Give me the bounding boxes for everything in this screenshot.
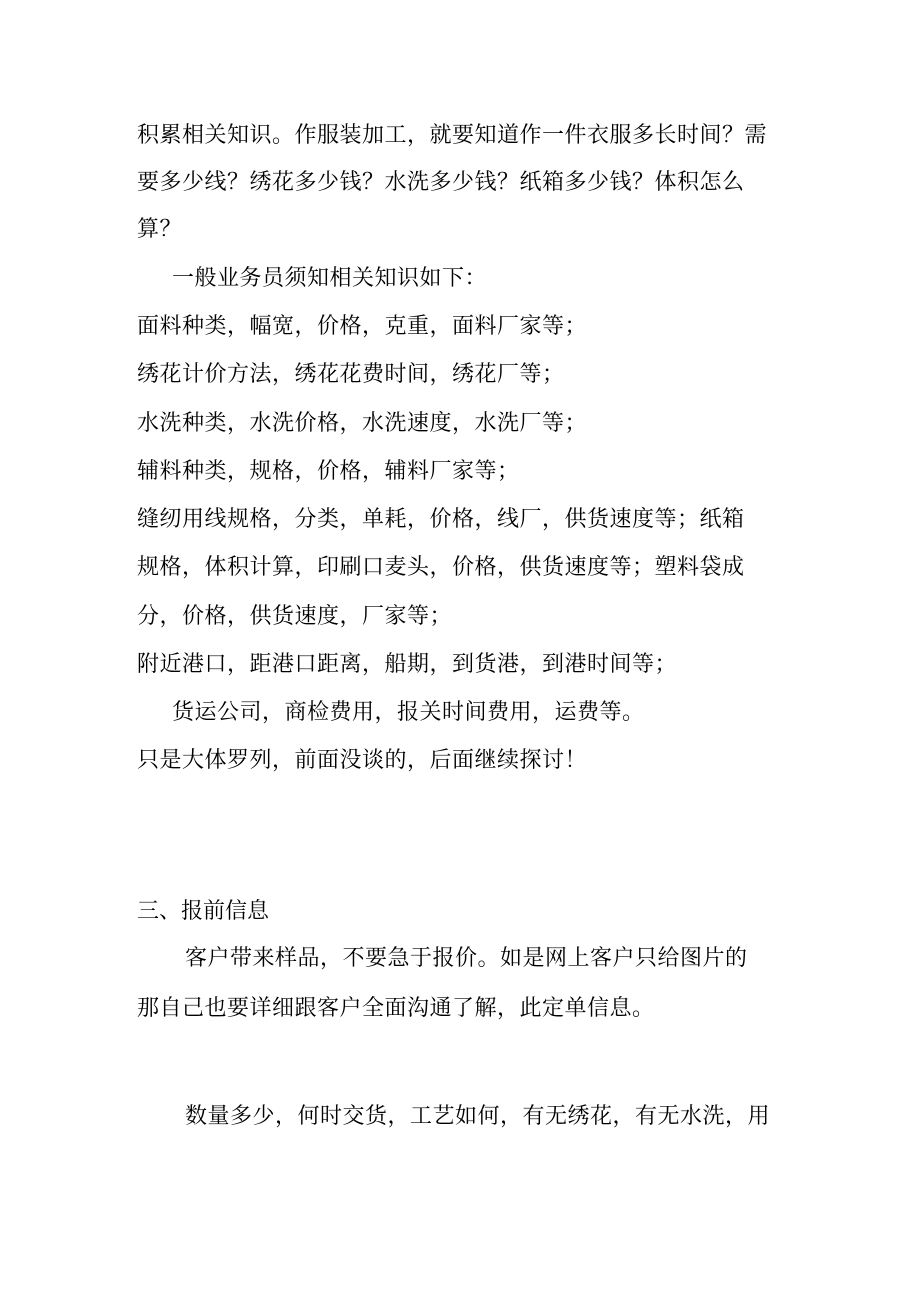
list-line: 缝纫用线规格，分类，单耗，价格，线厂，供货速度等；纸箱	[137, 507, 745, 532]
section-heading: 三、报前信息	[137, 899, 270, 924]
paragraph-line: 积累相关知识。作服装加工，就要知道作一件衣服多长时间？需	[137, 123, 768, 148]
section-paragraph-line: 客户带来样品，不要急于报价。如是网上客户只给图片的	[185, 946, 748, 971]
paragraph-line: 一般业务员须知相关知识如下：	[172, 266, 488, 291]
paragraph-line: 算？	[137, 217, 183, 242]
section-paragraph-line: 数量多少，何时交货，工艺如何，有无绣花，有无水洗，用	[185, 1104, 771, 1129]
list-line: 货运公司，商检费用，报关时间费用，运费等。	[172, 700, 645, 725]
list-line: 水洗种类，水洗价格，水洗速度，水洗厂等；	[137, 411, 588, 436]
list-line: 辅料种类，规格，价格，辅料厂家等；	[137, 459, 520, 484]
paragraph-line: 只是大体罗列，前面没谈的，后面继续探讨！	[137, 748, 588, 773]
list-line: 分，价格，供货速度，厂家等；	[137, 604, 453, 629]
list-line: 附近港口，距港口距离，船期，到货港，到港时间等；	[137, 652, 678, 677]
list-line: 绣花计价方法，绣花花费时间，绣花厂等；	[137, 362, 565, 387]
section-paragraph-line: 那自己也要详细跟客户全面沟通了解，此定单信息。	[137, 996, 655, 1021]
paragraph-line: 要多少线？绣花多少钱？水洗多少钱？纸箱多少钱？体积怎么	[137, 170, 745, 195]
list-line: 规格，体积计算，印刷口麦头，价格，供货速度等；塑料袋成	[137, 555, 745, 580]
list-line: 面料种类，幅宽，价格，克重，面料厂家等；	[137, 314, 588, 339]
